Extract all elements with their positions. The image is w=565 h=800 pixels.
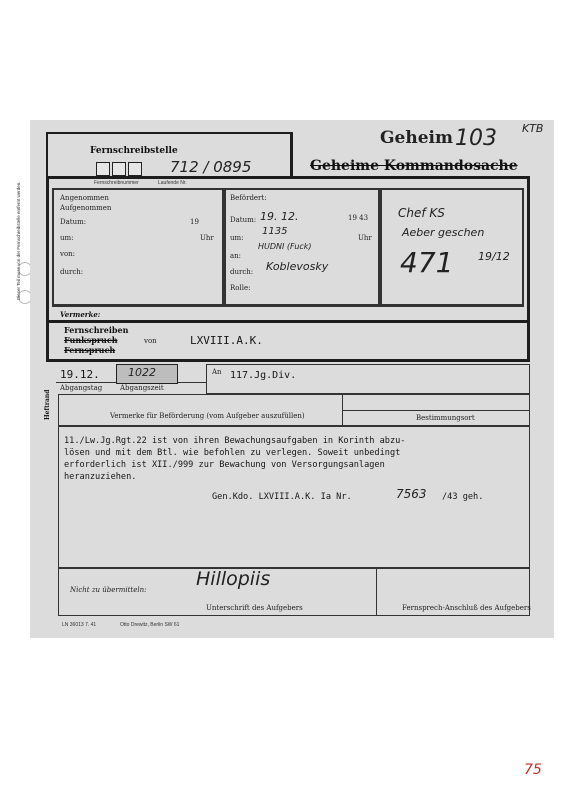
message-line-3: erforderlich ist XII./999 zur Bewachung von Versorgungsanlagen — [64, 460, 385, 470]
bef-rolle-label: Rolle: — [230, 284, 251, 292]
abgangstag-value: 19.12. — [60, 368, 100, 381]
note-line2: Aeber geschen — [402, 226, 485, 239]
note-date: 19/12 — [478, 250, 510, 263]
number-box — [96, 162, 110, 176]
nicht-label: Nicht zu übermitteln: — [70, 586, 147, 594]
bef-uhr-label: Uhr — [358, 234, 372, 242]
number-box — [128, 162, 142, 176]
bef-an-label: an: — [230, 252, 242, 260]
befoerderung-label: Vermerke für Beförderung (vom Aufgeber auszufüllen) — [110, 412, 305, 420]
message-line-4: heranzuziehen. — [64, 472, 137, 482]
bef-durch-value: Koblevosky — [266, 260, 329, 273]
note-initials: 471 — [400, 246, 454, 279]
aufgenommen-label: Aufgenommen — [60, 204, 112, 212]
vermerke-label: Vermerke: — [60, 310, 101, 319]
durch-label: durch: — [60, 268, 84, 276]
message-line-2: lösen und mit dem Btl. wie befohlen zu verlegen. Soweit unbedingt — [64, 448, 401, 458]
printer-name: Otto Drewitz, Berlin SW 61 — [120, 622, 180, 628]
page-number: 75 — [524, 762, 542, 778]
fernspruch-label: Fernspruch — [64, 345, 116, 355]
von-text: von — [144, 337, 157, 345]
bef-datum-value: 19. 12. — [260, 210, 299, 223]
von-label: von: — [60, 250, 76, 258]
abgangszeit-label: Abgangszeit — [120, 384, 164, 392]
datum-prefix: 19 — [190, 218, 199, 226]
um-label: um: — [60, 234, 74, 242]
funkspruch-label: Funkspruch — [64, 335, 118, 345]
anschluss-label: Fernsprech-Anschluß des Aufgebers — [402, 604, 531, 612]
bestimmungsort-label: Bestimmungsort — [416, 414, 475, 422]
fernschreiben-label: Fernschreiben — [64, 325, 129, 335]
angenommen-label: Angenommen — [60, 194, 109, 202]
uhr-label: Uhr — [200, 234, 214, 242]
an-label: An — [212, 368, 222, 376]
unterschrift-label: Unterschrift des Aufgebers — [206, 604, 303, 612]
fernschreibnummer-label: Fernschreibnummer — [94, 180, 139, 186]
fernschreibstelle-title: Fernschreibstelle — [90, 146, 178, 156]
bef-um-label: um: — [230, 234, 244, 242]
signature-text: Gen.Kdo. LXVIII.A.K. Ia Nr. — [212, 492, 352, 502]
bef-durch-label: durch: — [230, 268, 254, 276]
datum-label: Datum: — [60, 218, 87, 226]
margin-text: Dieser Teil muss von der Fernschreibstelle entfernt werden. — [16, 181, 21, 300]
aufgeber-signature: Hillopiis — [196, 568, 271, 590]
stamp-initials: KTB — [522, 122, 544, 135]
note-chef: Chef KS — [398, 206, 445, 220]
abgangszeit-value: 1022 — [128, 366, 156, 379]
recipient: 117.Jg.Div. — [230, 370, 297, 381]
telegram-form — [16, 120, 554, 638]
geheime-kommandosache: Geheime Kommandosache — [310, 158, 518, 174]
abgangstag-label: Abgangstag — [60, 384, 103, 392]
message-line-1: 11./Lw.Jg.Rgt.22 ist von ihren Bewachungsaufgaben in Korinth abzu- — [64, 436, 406, 446]
bef-datum-label: Datum: — [230, 216, 257, 224]
sender: LXVIII.A.K. — [190, 334, 263, 347]
stamp-number: 103 — [455, 126, 497, 151]
printer-code: LN 36013 7. 41 — [62, 622, 97, 628]
bef-an-value: HUDNI (Fuck) — [258, 242, 312, 251]
signature-number: 7563 — [396, 487, 427, 501]
geheim-stamp: Geheim — [380, 128, 453, 148]
fernschreib-number: 712 / 0895 — [170, 158, 252, 176]
heftrand-label: Heftrand — [44, 389, 51, 420]
bef-year: 19 43 — [348, 214, 369, 222]
number-box — [112, 162, 126, 176]
bef-um-value: 1135 — [262, 226, 288, 237]
befoerdert-label: Befördert: — [230, 194, 267, 202]
signature-suffix: /43 geh. — [442, 492, 484, 502]
laufende-nr-label: Laufende Nr. — [158, 180, 187, 186]
